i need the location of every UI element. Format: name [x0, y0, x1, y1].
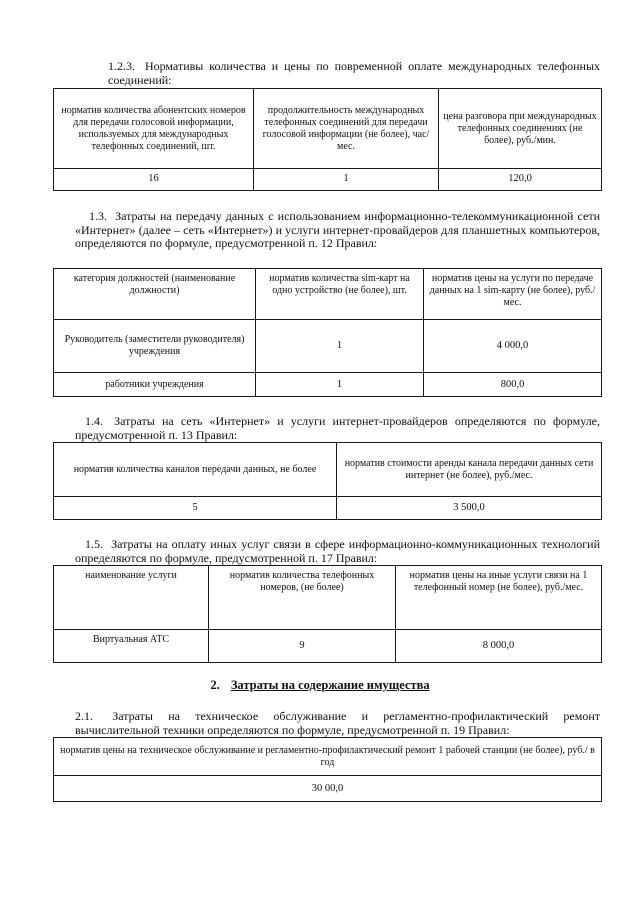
table-cell: 30 00,0 — [54, 776, 602, 802]
paragraph-1-5 — [75, 538, 600, 565]
table-cell: 9 — [209, 630, 396, 663]
table-international-calls — [53, 88, 602, 191]
table-row — [54, 497, 602, 520]
table-row — [54, 320, 602, 373]
table-header-cell: норматив цены на иные услуги связи на 1 телефонный номер (не более), руб./мес. — [396, 566, 602, 630]
table-cell: Руководитель (заместители руководителя) учреждения — [54, 320, 256, 373]
table-maintenance — [53, 737, 602, 802]
table-cell: 16 — [54, 169, 254, 191]
table-header-cell: норматив цены на услуги по передаче данных на 1 sim-карту (не более), руб./ мес. — [424, 269, 602, 320]
table-row — [54, 373, 602, 397]
table-other-services — [53, 565, 602, 663]
table-header-cell: норматив стоимости аренды канала передачи данных сети интернет (не более), руб./мес. — [337, 443, 602, 497]
table-cell: 1 — [254, 169, 439, 191]
table-header-cell: норматив количества телефонных номеров, (не более) — [209, 566, 396, 630]
paragraph-number: 1.4. — [85, 414, 103, 428]
table-header-cell: норматив количества sim-карт на одно устройство (не более), шт. — [256, 269, 424, 320]
table-row — [54, 169, 602, 191]
table-cell: 5 — [54, 497, 337, 520]
table-header-cell: норматив количества каналов передачи данных, не более — [54, 443, 337, 497]
table-cell: 800,0 — [424, 373, 602, 397]
table-header-cell: категория должностей (наименование должности) — [54, 269, 256, 320]
table-cell: 1 — [256, 320, 424, 373]
paragraph-1-2-3 — [108, 60, 600, 87]
paragraph-1-3 — [75, 210, 600, 251]
paragraph-2-1 — [75, 710, 600, 737]
table-header-cell: наименование услуги — [54, 566, 209, 630]
paragraph-number: 1.3. — [89, 209, 107, 223]
paragraph-text: Нормативы количества и цены по повременной оплате международных телефонных соединений: — [108, 59, 601, 87]
paragraph-text: Затраты на передачу данных с использованием информационно-телекоммуникационной сети «Интернет» (далее – сеть «Интернет») и услуги интернет-провайдеров для планшетных компьютеров, определяются по формуле, предусмотренной п. 12 Правил: — [75, 209, 601, 250]
table-internet-channels — [53, 442, 602, 520]
table-cell: Виртуальная АТС — [54, 630, 209, 663]
section-number: 2. — [210, 678, 220, 692]
table-cell: 1 — [256, 373, 424, 397]
paragraph-text: Затраты на оплату иных услуг связи в сфере информационно-коммуникационных технологий определяются по формуле, предусмотренной п. 17 Правил: — [75, 537, 600, 565]
paragraph-number: 1.5. — [85, 537, 103, 551]
table-tablet-data — [53, 268, 602, 397]
table-cell: 3 500,0 — [337, 497, 602, 520]
table-cell: 8 000,0 — [396, 630, 602, 663]
table-header-cell: продолжительность международных телефонных соединений для передачи голосовой информации (не более), час/мес. — [254, 89, 439, 169]
paragraph-number: 1.2.3. — [108, 59, 135, 73]
section-heading — [0, 678, 640, 693]
paragraph-text: Затраты на сеть «Интернет» и услуги интернет-провайдеров определяются по формуле, предусмотренной п. 13 Правил: — [75, 414, 601, 442]
paragraph-text: Затраты на техническое обслуживание и регламентно-профилактический ремонт вычислительной техники определяются по формуле, предусмотренной п. 19 Правил: — [75, 709, 600, 737]
table-cell: 4 000,0 — [424, 320, 602, 373]
paragraph-1-4 — [75, 415, 600, 442]
paragraph-number: 2.1. — [75, 709, 93, 723]
section-title: Затраты на содержание имущества — [230, 678, 430, 692]
table-header-cell: норматив цены на техническое обслуживание и регламентно-профилактический ремонт 1 рабочей станции (не более), руб./ в год — [54, 738, 602, 776]
table-header-cell: норматив количества абонентских номеров для передачи голосовой информации, используемых для международных телефонных соединений, шт. — [54, 89, 254, 169]
table-row — [54, 776, 602, 802]
table-cell: 120,0 — [439, 169, 602, 191]
table-header-cell: цена разговора при международных телефонных соединениях (не более), руб./мин. — [439, 89, 602, 169]
table-row — [54, 630, 602, 663]
table-cell: работники учреждения — [54, 373, 256, 397]
